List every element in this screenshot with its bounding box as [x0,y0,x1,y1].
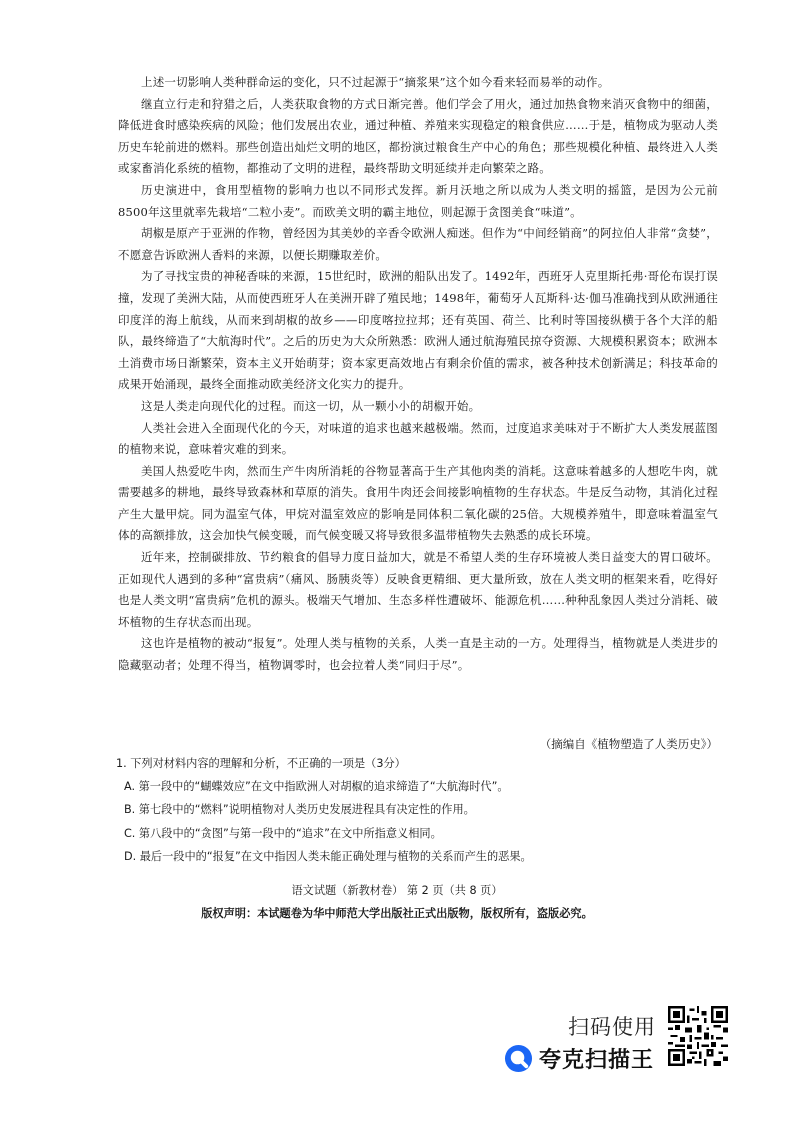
scanner-brand[interactable] [504,1043,654,1074]
brand-name: 夸克扫描王 [539,1048,655,1073]
quark-logo-icon [504,1044,533,1073]
option-d: D. 最后一段中的“报复”在文中指因人类未能正确处理与植物的关系而产生的恶果。 [124,849,532,863]
article-paragraph: 胡椒是原产于亚洲的作物，曾经因为其美妙的辛香令欧洲人痴迷。但作为“中间经销商”的阿拉伯人非常“贪婪”，不愿意告诉欧洲人香料的来源，以便长期赚取差价。 [118,226,718,262]
article-paragraph: 美国人热爱吃牛肉，然而生产牛肉所消耗的谷物显著高于生产其他肉类的消耗。这意味着越多的人想吃牛肉，就需要越多的耕地，最终导致森林和草原的消失。食用牛肉还会间接影响植物的生存状态。牛是反刍动物，其消化过程产生大量甲烷。同为温室气体，甲烷对温室效应的影响是同体积二氧化碳的25倍。大规模养殖牛，即意味着温室气体的高额排放，这会加快气候变暖，而气候变暖又将导致很多温带植物失去熟悉的成长环境。 [118,463,718,543]
article-paragraph: 为了寻找宝贵的神秘香味的来源，15世纪时，欧洲的船队出发了。1492年，西班牙人克里斯托弗·哥伦布误打误撞，发现了美洲大陆，从而使西班牙人在美洲开辟了殖民地；1498年，葡萄牙人瓦斯科·达·伽马准确找到从欧洲通往印度洋的海上航线，从而来到胡椒的故乡——印度喀拉拉邦；还有英国、荷兰、比利时等国接纵横于各个大洋的船队，最终缔造了“大航海时代”。之后的历史为大众所熟悉：欧洲人通过航海殖民掠夺资源、大规模积累资本；欧洲本土消费市场日渐繁荣，资本主义开始萌芽；资本家更高效地占有剩余价值的需求，被各种技术创新满足；科技革命的成果开始涌现，最终全面推动欧美经济文化实力的提升。 [118,269,718,392]
article-paragraph: 人类社会进入全面现代化的今天，对味道的追求也越来越极端。然而，过度追求美味对于不断扩大人类发展蓝图的植物来说，意味着灾难的到来。 [118,420,718,457]
article-paragraph: 继直立行走和狩猎之后，人类获取食物的方式日渐完善。他们学会了用火，通过加热食物来消灭食物中的细菌，降低进食时感染疾病的风险；他们发展出农业，通过种植、养殖来实现稳定的粮食供应……于是，植物成为驱动人类历史车轮前进的燃料。那些创造出灿烂文明的地区，都扮演过粮食生产中心的角色；那些规模化种植、最终进入人类或家畜消化系统的植物，都推动了文明的进程，最终帮助文明延续并走向繁荣之路。 [118,96,718,176]
qr-code-icon[interactable] [668,1006,728,1066]
article-paragraph: 这也许是植物的被动“报复”。处理人类与植物的关系，人类一直是主动的一方。处理得当，植物就是人类进步的隐藏驱动者；处理不得当，植物调零时，也会拉着人类“同归于尽”。 [118,636,718,673]
option-a: A. 第一段中的“蝴蝶效应”在文中指欧洲人对胡椒的追求缔造了“大航海时代”。 [124,780,509,794]
question-stem: 1. 下列对材料内容的理解和分析，不正确的一项是（3分） [116,757,406,770]
article-source: （摘编自《植物塑造了人类历史》） [539,737,718,751]
option-b: B. 第七段中的“燃料”说明植物对人类历史发展进程具有决定性的作用。 [124,803,475,817]
scan-to-use-label: 扫码使用 [568,1015,656,1039]
copyright-notice: 版权声明：本试题卷为华中师范大学出版社正式出版物，版权所有，盗版必究。 [201,907,593,920]
article-body [118,72,718,677]
option-c: C. 第八段中的“贪图”与第一段中的“追求”在文中所指意义相同。 [124,826,442,840]
article-paragraph: 近年来，控制碳排放、节约粮食的倡导力度日益加大，就是不希望人类的生存环境被人类日益变大的胃口破坏。正如现代人遇到的多种“富贵病”（痛风、肠胰炎等）反映食更精细、更大量所致，放在人类文明的框架来看，吃得好也是人类文明“富贵病”危机的源头。极端天气增加、生态多样性遭破坏、能源危机……种种乱象因人类过分消耗、破坏植物的生存状态而出现。 [118,550,718,629]
article-paragraph: 历史演进中，食用型植物的影响力也以不同形式发挥。新月沃地之所以成为人类文明的摇篮，是因为公元前8500年这里就率先栽培“二粒小麦”。而欧美文明的霸主地位，则起源于贪图美食“味道”。 [118,182,718,219]
article-paragraph: 这是人类走向现代化的过程。而这一切，从一颗小小的胡椒开始。 [141,398,481,413]
question-1 [116,752,736,868]
page-footer: 语文试题（新教材卷） 第 2 页（共 8 页） [291,884,503,897]
article-paragraph: 上述一切影响人类种群命运的变化，只不过起源于“摘浆果”这个如今看来轻而易举的动作。 [141,75,610,89]
